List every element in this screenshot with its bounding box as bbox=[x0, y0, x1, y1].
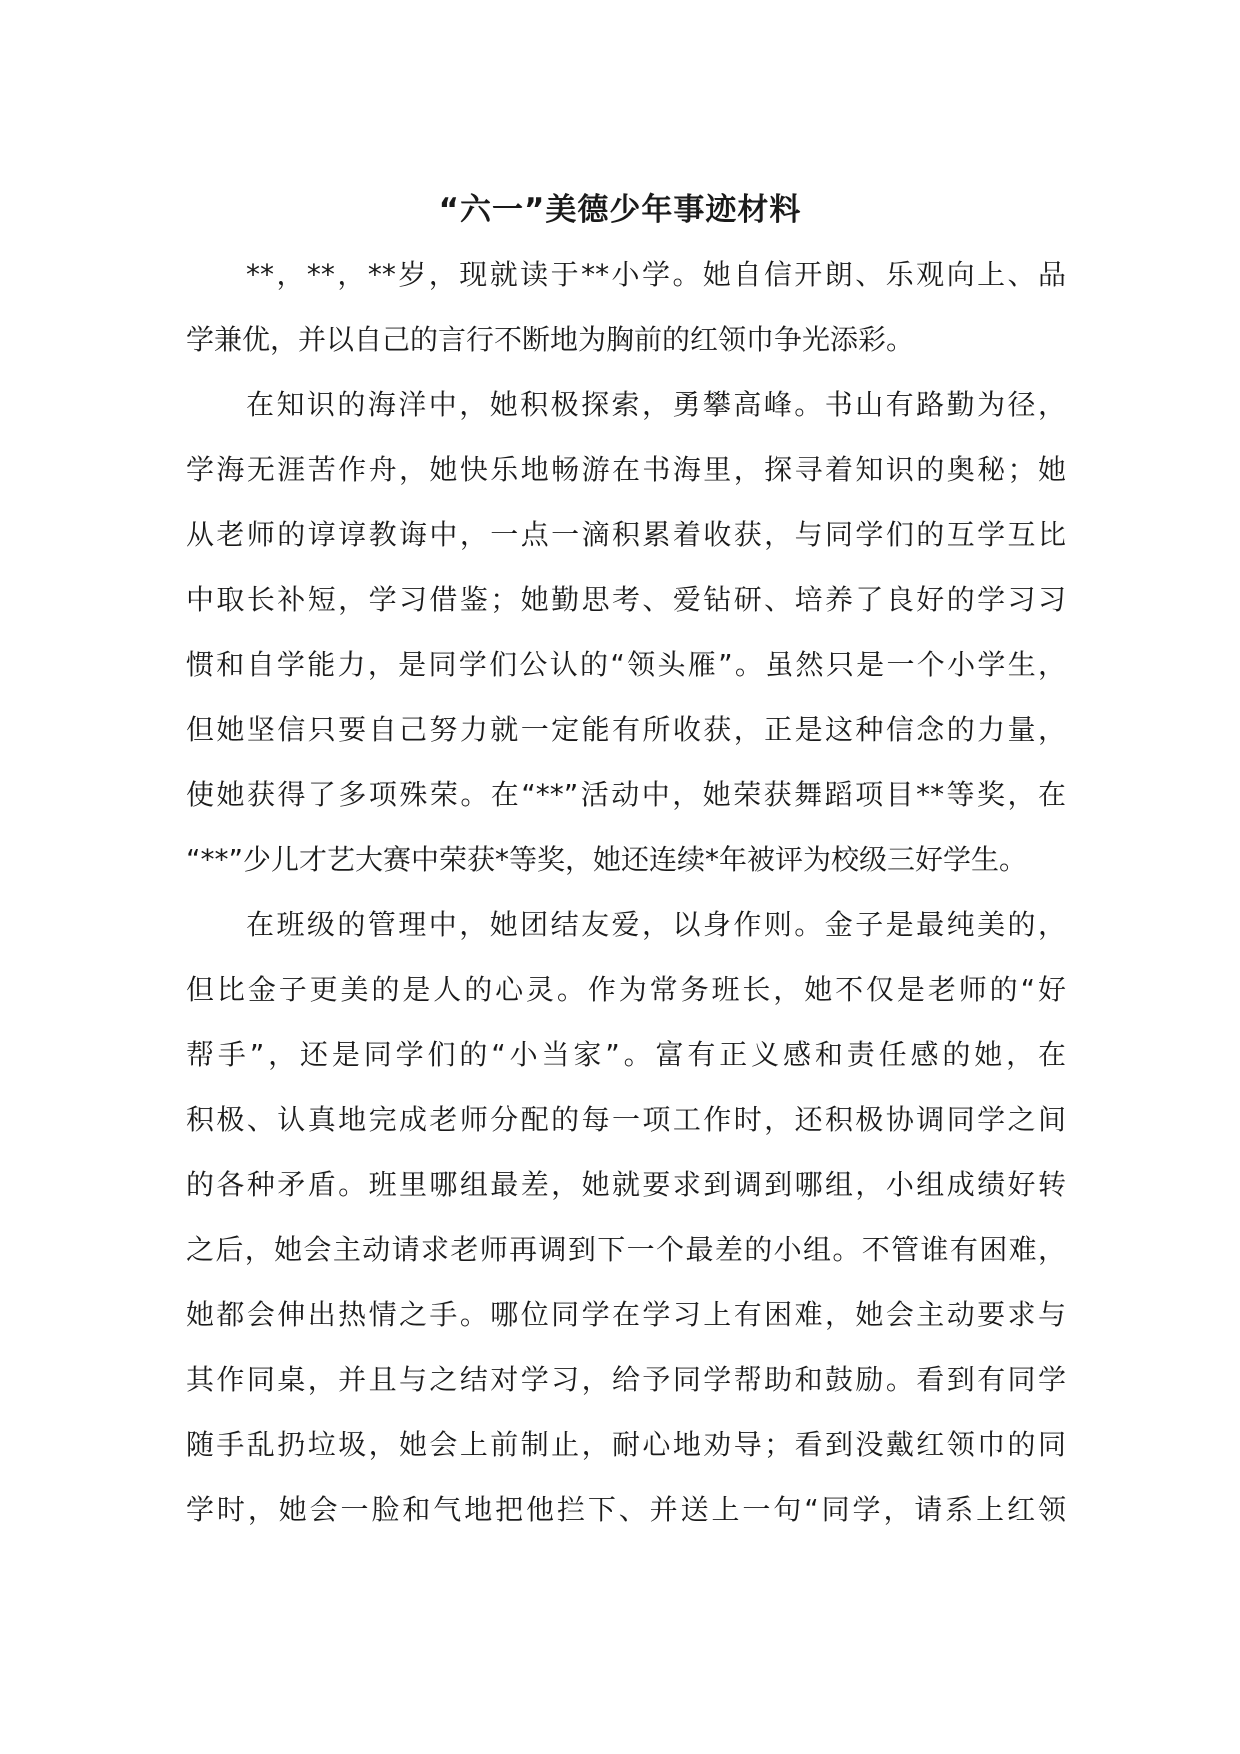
text-line: 随手乱扔垃圾，她会上前制止，耐心地劝导；看到没戴红领巾的同 bbox=[186, 1428, 1066, 1461]
text-line: 中取长补短，学习借鉴；她勤思考、爱钻研、培养了良好的学习习 bbox=[186, 583, 1066, 616]
text-line: **，**，**岁，现就读于**小学。她自信开朗、乐观向上、品 bbox=[246, 258, 1066, 291]
text-line: 使她获得了多项殊荣。在“**”活动中，她荣获舞蹈项目**等奖，在 bbox=[186, 778, 1066, 811]
text-line: 的各种矛盾。班里哪组最差，她就要求到调到哪组，小组成绩好转 bbox=[186, 1168, 1066, 1201]
text-line: 帮手”，还是同学们的“小当家”。富有正义感和责任感的她，在 bbox=[186, 1038, 1066, 1071]
document-body bbox=[186, 252, 1066, 1552]
text-line: 但比金子更美的是人的心灵。作为常务班长，她不仅是老师的“好 bbox=[186, 973, 1066, 1006]
text-line: 惯和自学能力，是同学们公认的“领头雁”。虽然只是一个小学生， bbox=[186, 648, 1066, 681]
text-line: 但她坚信只要自己努力就一定能有所收获，正是这种信念的力量， bbox=[186, 713, 1066, 746]
text-line: 学海无涯苦作舟，她快乐地畅游在书海里，探寻着知识的奥秘；她 bbox=[186, 453, 1066, 486]
text-line: 积极、认真地完成老师分配的每一项工作时，还积极协调同学之间 bbox=[186, 1103, 1066, 1136]
text-line: 之后，她会主动请求老师再调到下一个最差的小组。不管谁有困难， bbox=[186, 1233, 1066, 1266]
text-line: 在班级的管理中，她团结友爱，以身作则。金子是最纯美的， bbox=[246, 908, 1066, 941]
text-line: 在知识的海洋中，她积极探索，勇攀高峰。书山有路勤为径， bbox=[246, 388, 1066, 421]
text-line: 其作同桌，并且与之结对学习，给予同学帮助和鼓励。看到有同学 bbox=[186, 1363, 1066, 1396]
text-line: 她都会伸出热情之手。哪位同学在学习上有困难，她会主动要求与 bbox=[186, 1298, 1066, 1331]
text-line: 学兼优，并以自己的言行不断地为胸前的红领巾争光添彩。 bbox=[186, 323, 915, 356]
text-line: 从老师的谆谆教诲中，一点一滴积累着收获，与同学们的互学互比 bbox=[186, 518, 1066, 551]
text-line: “**”少儿才艺大赛中荣获*等奖，她还连续*年被评为校级三好学生。 bbox=[186, 843, 1028, 876]
document-title: “六一”美德少年事迹材料 bbox=[438, 192, 802, 228]
text-line: 学时，她会一脸和气地把他拦下、并送上一句“同学，请系上红领 bbox=[186, 1493, 1066, 1526]
